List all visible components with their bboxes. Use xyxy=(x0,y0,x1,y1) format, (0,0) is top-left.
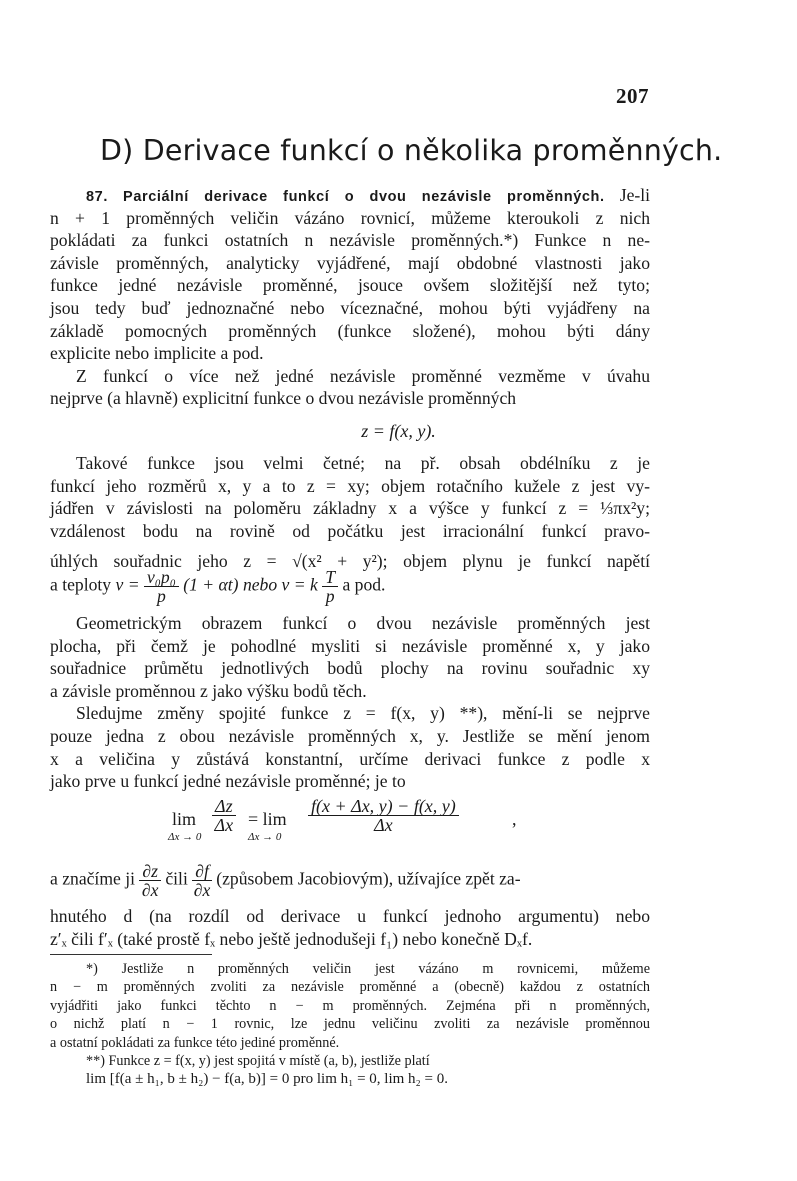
section-title: Parciální derivace funkcí o dvou nezávisle proměnných. xyxy=(123,189,605,205)
text-suffix: a pod. xyxy=(342,574,386,595)
footnote-line: *) Jestliže n proměnných veličin jest vázáno m rovnicemi, můžeme xyxy=(86,961,650,977)
math-v-eq: v = xyxy=(115,574,140,595)
text-line: hnutého d (na rozdíl od derivace u funkcí jednoho argumentu) nebo xyxy=(50,906,650,926)
text-line: Geometrickým obrazem funkcí o dvou nezávisle proměnných jest xyxy=(76,613,650,633)
text-line: z′ₓ čili f′ₓ (také prostě fₓ nebo ještě jednodušeji f₁) nebo konečně Dₓf. xyxy=(50,928,533,949)
text-line: explicite nebo implicite a pod. xyxy=(50,343,264,364)
text-line: plocha, při čemž je pohodlné mysliti si nezávisle proměnné x, y jako xyxy=(50,635,650,656)
paragraph-3 xyxy=(50,452,650,573)
fraction-denominator: p xyxy=(157,586,166,606)
text-line: vzdálenost bodu na rovině od počátku jest irracionální funkcí pravo- xyxy=(50,520,650,541)
fraction-partial-z-x xyxy=(139,862,161,899)
fraction-denominator: ∂x xyxy=(193,880,211,900)
formula-z-equals-f: z = f(x, y). xyxy=(361,421,436,441)
footnote-rule xyxy=(50,954,212,955)
fraction-numerator: f(x + Δx, y) − f(x, y) xyxy=(308,797,459,816)
text-line: Takové funkce jsou velmi četné; na př. obsah obdélníku z je xyxy=(76,453,650,473)
gas-law-line xyxy=(50,568,650,605)
text-line: závisle proměnných, analyticky vyjádřené, mají obdobné vlastnosti jako xyxy=(50,252,650,273)
text-line: n + 1 proměnných veličin vázáno rovnicí, můžeme kteroukoli z nich xyxy=(50,207,650,228)
fraction-denominator: Δx xyxy=(214,815,234,835)
lim-subscript: Δx → 0 xyxy=(248,831,282,843)
text-line: Sledujme změny spojité funkce z = f(x, y) **), mění-li se nejprve xyxy=(76,703,650,724)
text-line: jako prve u funkcí jedné nezávisle proměnné; je to xyxy=(50,771,406,792)
text-prefix: a teploty xyxy=(50,574,112,595)
fraction-v0p0-over-p xyxy=(144,568,179,605)
footnote-formula: lim [f(a ± h₁, b ± h₂) − f(a, b)] = 0 pro lim h₁ = 0, lim h₂ = 0. xyxy=(86,1071,448,1088)
text-line: Je-li xyxy=(619,185,651,205)
footnote-line: o nichž platí n − 1 rovnic, lze jednu veličinu zvoliti za nezávisle proměnnou xyxy=(50,1016,650,1033)
footnote-line: a ostatní pokládati za funkce této jediné proměnné. xyxy=(50,1034,340,1051)
fraction-t-over-p xyxy=(322,568,338,605)
text-line: jsou tedy buď jednoznačné nebo víceznačné, mohou býti vyjádřeny na xyxy=(50,297,650,318)
fraction-numerator: T xyxy=(322,568,338,587)
fraction-numerator: ∂z xyxy=(139,862,161,881)
text-line: a závisle proměnnou z jako výšku bodů těch. xyxy=(50,680,367,701)
text-suffix: (způsobem Jacobiovým), užívajíce zpět za- xyxy=(216,868,521,889)
comma: , xyxy=(512,809,517,829)
text-prefix: a značíme ji xyxy=(50,868,135,889)
text-line: pokládati za funkci ostatních n nezávisle proměnných.*) Funkce n ne- xyxy=(50,230,650,251)
text-line: základě pomocných proměnných (funkce složené), mohou býti dány xyxy=(50,320,650,341)
partial-notation-line xyxy=(50,862,650,899)
text-line: souřadnice průmětu jednotlivých bodů plochy na rovinu souřadnic xy xyxy=(50,658,650,679)
text-line: funkce jedné nezávisle proměnné, jsouce ovšem složitější než tyto; xyxy=(50,275,650,296)
fraction-partial-f-x xyxy=(192,862,212,899)
text-line: jádřen v závislosti na poloměru základny x a výšce y funkcí z = ⅓πx²y; xyxy=(50,498,650,519)
text-line: Z funkcí o více než jedné nezávisle proměnné vezměme v úvahu xyxy=(76,365,650,386)
fraction-denominator: p xyxy=(325,586,335,606)
fraction-dz-dx xyxy=(212,797,236,834)
chapter-heading: D) Derivace funkcí o několika proměnných. xyxy=(100,134,723,167)
text-line: nejprve (a hlavně) explicitní funkce o dvou nezávisle proměnných xyxy=(50,388,517,409)
footnote-line: **) Funkce z = f(x, y) jest spojitá v místě (a, b), jestliže platí xyxy=(86,1052,430,1069)
text-mid: čili xyxy=(165,868,188,889)
lim-word: lim xyxy=(172,809,197,829)
fraction-numerator: Δz xyxy=(212,797,236,816)
fraction-denominator: ∂x xyxy=(141,880,159,900)
page-number: 207 xyxy=(616,84,649,108)
paragraph-4 xyxy=(50,612,650,793)
text-line: úhlých souřadnic jeho z = √(x² + y²); objem plynu je funkcí napětí xyxy=(50,551,650,572)
math-text: (1 + αt) nebo v = k xyxy=(183,574,318,595)
footnote-line: vyjádřiti jako funkci těchto n − m proměnných. Zejména při n proměnných, xyxy=(50,997,650,1014)
fraction-denominator: Δx xyxy=(374,815,393,835)
section-first-line xyxy=(50,184,650,207)
paragraph-1 xyxy=(50,184,650,410)
section-number: 87. xyxy=(86,189,108,205)
text-line: x a veličina y zůstává konstantní, určíme derivaci funkce z podle x xyxy=(50,748,650,769)
text-line: pouze jedna z obou nezávisle proměnných x, y. Jestliže se mění jenom xyxy=(50,725,650,746)
footnotes xyxy=(50,960,650,1089)
text-line: funkcí jeho rozměrů x, y a to z = xy; objem rotačního kužele z jest vy- xyxy=(50,475,650,496)
lim-subscript: Δx → 0 xyxy=(168,831,202,843)
limit-formula xyxy=(168,795,532,849)
footnote-line: n − m proměnných zvoliti za nezávisle proměnné a (obecně) každou z ostatních xyxy=(50,979,650,996)
fraction-difference-quotient xyxy=(308,797,459,834)
fraction-numerator: ∂f xyxy=(192,862,212,881)
fraction-numerator: v₀p₀ xyxy=(144,568,179,587)
equals-lim: = lim xyxy=(248,809,287,829)
paragraph-6 xyxy=(50,905,650,950)
